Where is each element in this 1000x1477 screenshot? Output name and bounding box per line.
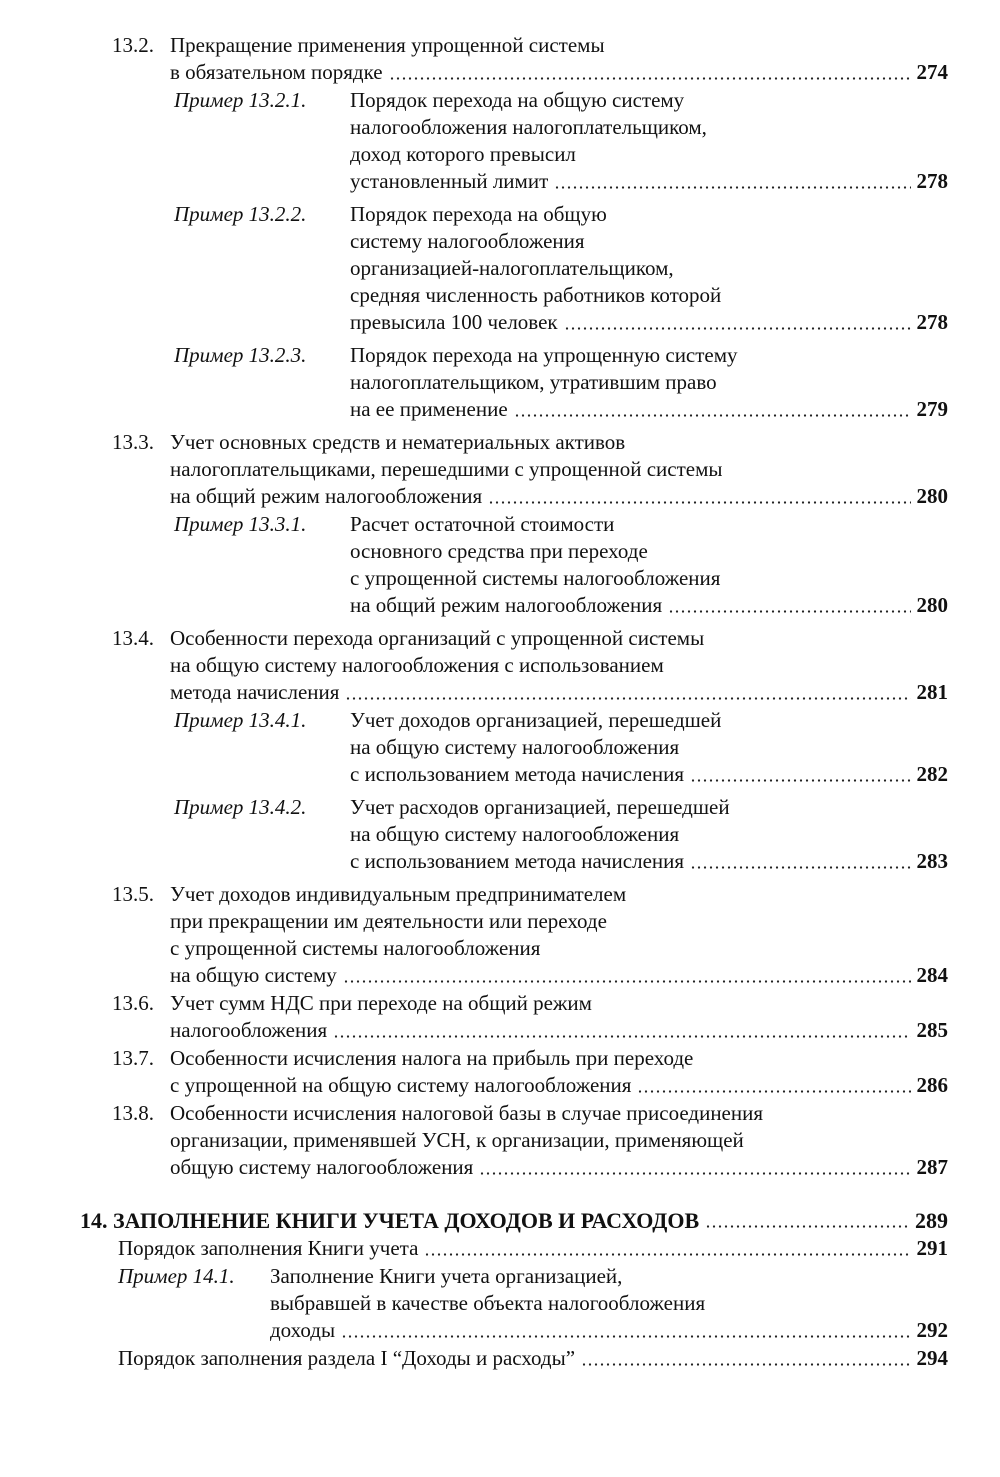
dot-leader — [479, 1172, 910, 1175]
section-number: 13.8. — [112, 1101, 154, 1125]
page-number: 274 — [916, 60, 948, 84]
entry-title-line: на общую систему налогообложения — [350, 822, 680, 846]
entry-title-line: с использованием метода начисления — [350, 762, 685, 786]
page-number: 294 — [916, 1346, 948, 1370]
entry-title-line: средняя численность работников которой — [350, 283, 722, 307]
entry-title-line: Порядок перехода на упрощенную систему — [350, 343, 738, 367]
dot-leader — [637, 1090, 910, 1093]
toc-example-13-4-1[interactable] — [0, 707, 1000, 788]
example-number: Пример 14.1. — [118, 1264, 235, 1288]
section-number: 13.6. — [112, 991, 154, 1015]
entry-title-line: систему налогообложения — [350, 229, 585, 253]
entry-title-line: выбравшей в качестве объекта налогообложения — [270, 1291, 706, 1315]
entry-title-line: при прекращении им деятельности или переходе — [170, 909, 607, 933]
entry-title-line: организацией-налогоплательщиком, — [350, 256, 674, 280]
entry-title-line: Особенности исчисления налога на прибыль при переходе — [170, 1046, 694, 1070]
section-number: 13.3. — [112, 430, 154, 454]
section-number: 13.4. — [112, 626, 154, 650]
entry-title-line: Порядок заполнения раздела I “Доходы и расходы” — [118, 1346, 576, 1370]
entry-title-line: на общую систему налогообложения — [350, 735, 680, 759]
dot-leader — [343, 980, 911, 983]
toc-example-13-3-1[interactable] — [0, 511, 1000, 619]
entry-title-line: установленный лимит — [350, 169, 549, 193]
entry-title-line: на общий режим налогообложения — [170, 484, 483, 508]
dot-leader — [564, 327, 911, 330]
table-of-contents — [0, 32, 1000, 1373]
section-number: 13.5. — [112, 882, 154, 906]
entry-title-line: с упрощенной системы налогообложения — [350, 566, 721, 590]
page-number: 292 — [916, 1318, 948, 1342]
entry-title-line: на общую систему налогообложения с использованием — [170, 653, 664, 677]
page-number: 278 — [916, 310, 948, 334]
dot-leader — [705, 1225, 909, 1228]
toc-entry-13-6[interactable] — [0, 990, 1000, 1044]
entry-title-line: Учет доходов организацией, перешедшей — [350, 708, 722, 732]
page-number: 287 — [916, 1155, 948, 1179]
dot-leader — [488, 501, 910, 504]
page-number: 280 — [916, 593, 948, 617]
entry-title-line: Порядок заполнения Книги учета — [118, 1236, 419, 1260]
entry-title-line: налогообложения налогоплательщиком, — [350, 115, 707, 139]
dot-leader — [554, 186, 910, 189]
example-number: Пример 13.2.3. — [174, 343, 307, 367]
page-number: 286 — [916, 1073, 948, 1097]
entry-title-line: Учет расходов организацией, перешедшей — [350, 795, 730, 819]
entry-title-line: на общую систему — [170, 963, 337, 987]
page-number: 289 — [915, 1208, 948, 1233]
dot-leader — [514, 414, 911, 417]
toc-entry-13-3[interactable] — [0, 429, 1000, 510]
page-number: 283 — [916, 849, 948, 873]
entry-title-line: Заполнение Книги учета организацией, — [270, 1264, 623, 1288]
entry-title-line: Учет основных средств и нематериальных активов — [170, 430, 626, 454]
entry-title-line: основного средства при переходе — [350, 539, 648, 563]
entry-title-line: налогоплательщиком, утратившим право — [350, 370, 717, 394]
dot-leader — [333, 1035, 910, 1038]
toc-entry-13-4[interactable] — [0, 625, 1000, 706]
entry-title-line: налогоплательщиками, перешедшими с упрощенной системы — [170, 457, 723, 481]
dot-leader — [581, 1363, 910, 1366]
toc-entry-13-2[interactable] — [0, 32, 1000, 86]
dot-leader — [668, 610, 910, 613]
section-number: 13.7. — [112, 1046, 154, 1070]
toc-entry-section-1-filling[interactable] — [0, 1345, 1000, 1372]
toc-entry-13-5[interactable] — [0, 881, 1000, 989]
section-number: 13.2. — [112, 33, 154, 57]
entry-title-line: с упрощенной на общую систему налогообложения — [170, 1073, 632, 1097]
toc-example-13-2-3[interactable] — [0, 342, 1000, 423]
toc-chapter-14[interactable] — [0, 1207, 1000, 1234]
entry-title-line: с использованием метода начисления — [350, 849, 685, 873]
dot-leader — [345, 697, 910, 700]
toc-entry-13-8[interactable] — [0, 1100, 1000, 1181]
entry-title-line: организации, применявшей УСН, к организации, применяющей — [170, 1128, 744, 1152]
dot-leader — [424, 1253, 910, 1256]
entry-title-line: Особенности перехода организаций с упрощенной системы — [170, 626, 705, 650]
dot-leader — [389, 77, 911, 80]
entry-title-line: Порядок перехода на общую — [350, 202, 607, 226]
example-number: Пример 13.2.2. — [174, 202, 307, 226]
page-number: 285 — [916, 1018, 948, 1042]
entry-title-line: Учет доходов индивидуальным предпринимателем — [170, 882, 627, 906]
entry-title-line: Особенности исчисления налоговой базы в случае присоединения — [170, 1101, 764, 1125]
example-number: Пример 13.4.1. — [174, 708, 307, 732]
entry-title-line: доход которого превысил — [350, 142, 576, 166]
chapter-title: 14. ЗАПОЛНЕНИЕ КНИГИ УЧЕТА ДОХОДОВ И РАСХОДОВ — [80, 1208, 700, 1233]
entry-title-line: доходы — [270, 1318, 336, 1342]
page-number: 282 — [916, 762, 948, 786]
entry-title-line: в обязательном порядке — [170, 60, 383, 84]
entry-title-line: с упрощенной системы налогообложения — [170, 936, 541, 960]
example-number: Пример 13.3.1. — [174, 512, 307, 536]
dot-leader — [690, 866, 910, 869]
dot-leader — [341, 1335, 910, 1338]
page-number: 281 — [916, 680, 948, 704]
entry-title-line: налогообложения — [170, 1018, 328, 1042]
entry-title-line: на общий режим налогообложения — [350, 593, 663, 617]
page-number: 291 — [916, 1236, 948, 1260]
entry-title-line: метода начисления — [170, 680, 340, 704]
entry-title-line: Прекращение применения упрощенной системы — [170, 33, 605, 57]
entry-title-line: Порядок перехода на общую систему — [350, 88, 685, 112]
page-number: 280 — [916, 484, 948, 508]
toc-entry-13-7[interactable] — [0, 1045, 1000, 1099]
toc-example-13-2-1[interactable] — [0, 87, 1000, 195]
entry-title-line: общую систему налогообложения — [170, 1155, 474, 1179]
example-number: Пример 13.4.2. — [174, 795, 307, 819]
toc-example-13-2-2[interactable] — [0, 201, 1000, 336]
entry-title-line: Учет сумм НДС при переходе на общий режим — [170, 991, 592, 1015]
entry-title-line: превысила 100 человек — [350, 310, 558, 334]
toc-entry-book-filling[interactable] — [0, 1235, 1000, 1262]
example-number: Пример 13.2.1. — [174, 88, 307, 112]
toc-example-14-1[interactable] — [0, 1263, 1000, 1344]
dot-leader — [690, 779, 910, 782]
toc-example-13-4-2[interactable] — [0, 794, 1000, 875]
entry-title-line: Расчет остаточной стоимости — [350, 512, 615, 536]
entry-title-line: на ее применение — [350, 397, 508, 421]
page-number: 278 — [916, 169, 948, 193]
page-number: 284 — [916, 963, 948, 987]
page-number: 279 — [916, 397, 948, 421]
